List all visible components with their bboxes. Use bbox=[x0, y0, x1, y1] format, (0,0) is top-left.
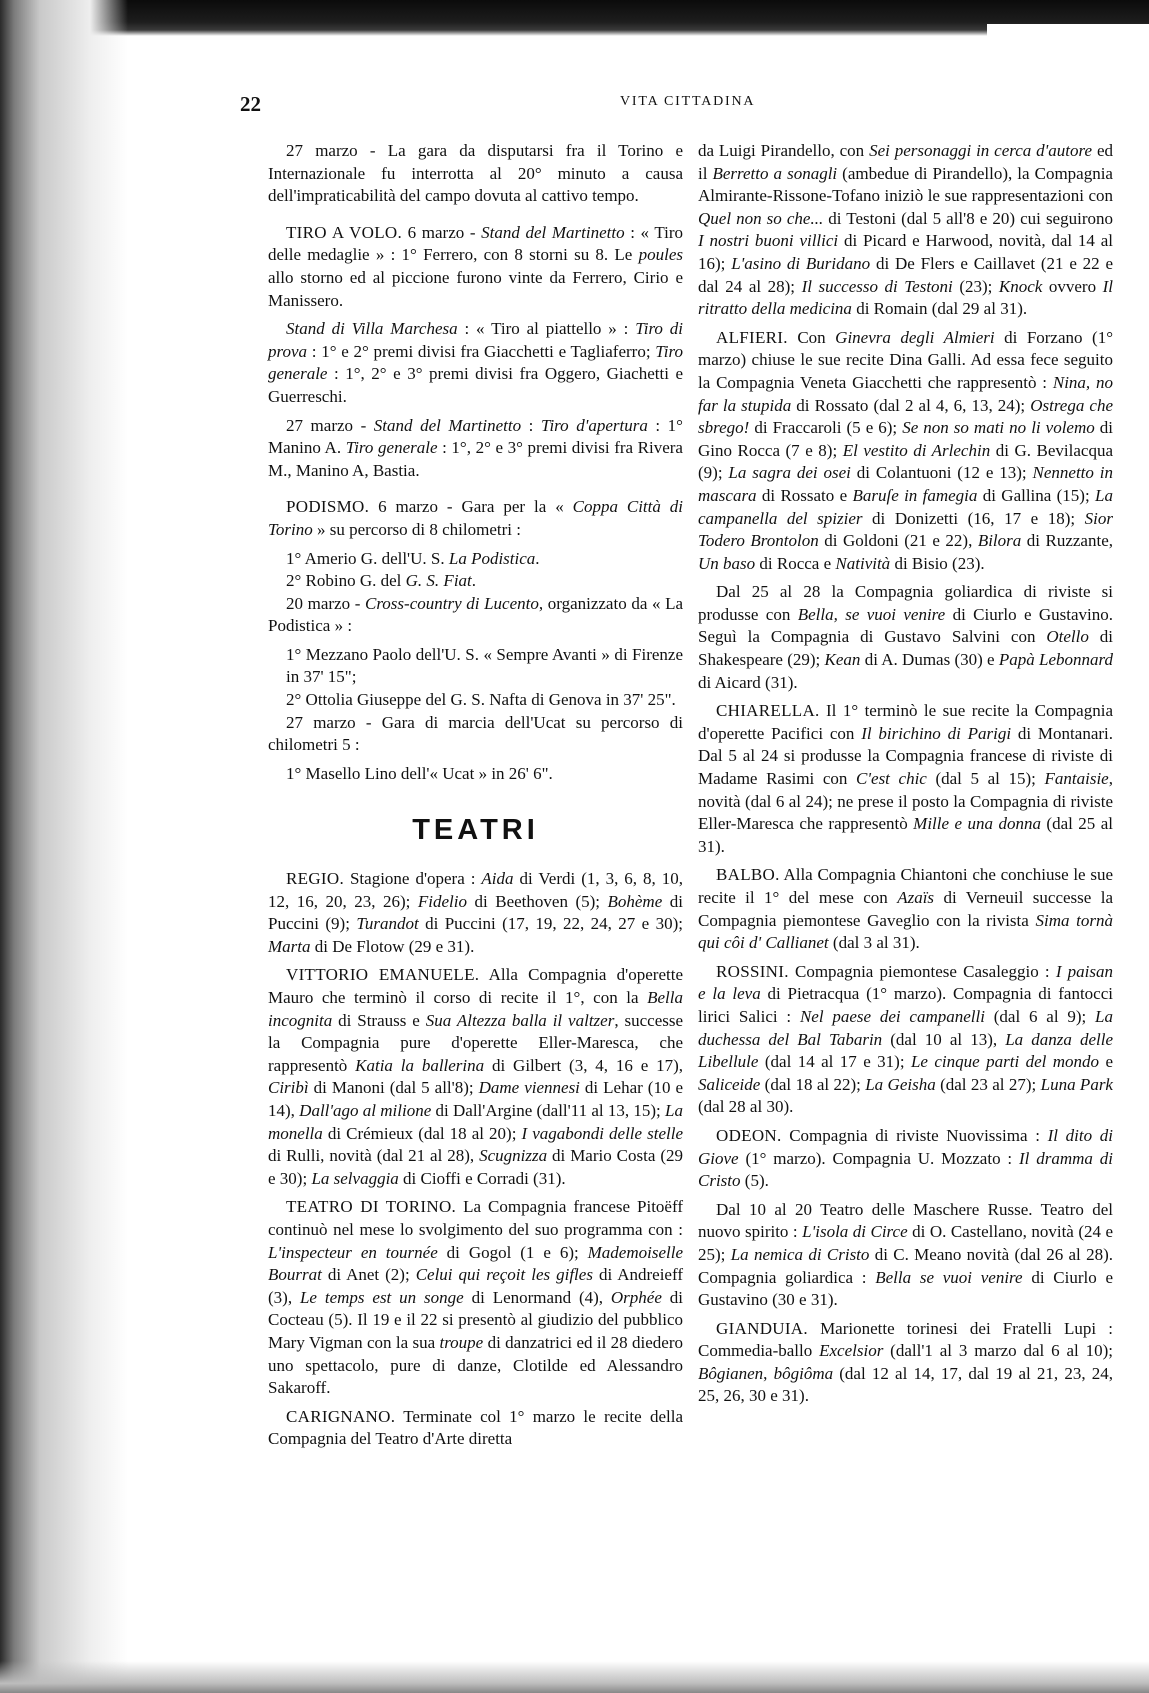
running-title: VITA CITTADINA bbox=[620, 94, 756, 109]
paragraph: 1° Masello Lino dell'« Ucat » in 26' 6". bbox=[286, 763, 553, 783]
paragraph: GIANDUIA. Marionette torinesi dei Fratelli Lupi : Commedia-ballo Excelsior (dall'1 al 3 marzo dal 6 al 10); Bôgianen, bôgiôma (dal 12 al 14, 17, dal 19 al 21, 23, 24, 25, 26, 30 e 31). bbox=[698, 1318, 1113, 1406]
paragraph: ROSSINI. Compagnia piemontese Casaleggio : I paisan e la leva di Pietracqua (1° marzo). Compagnia di fantocci lirici Salici : Nel paese dei campanelli (dal 6 al 9); La duchessa del Bal Tabarin (dal 10 al 13), La danza delle Libellule (dal 14 al 17 e 31); Le cinque parti del mondo e Saliceide (dal 18 al 22); La Geisha (dal 23 al 27); Luna Park (dal 28 al 30). bbox=[698, 961, 1114, 1117]
paragraph: 27 marzo - La gara da disputarsi fra il Torino e Internazionale fu interrotta al 20° minuto a causa dell'impraticabilità del campo dovuta al cattivo tempo. bbox=[268, 141, 683, 206]
paragraph: Stand di Villa Marchesa : « Tiro al piattello » : Tiro di prova : 1° e 2° premi divisi fra Giacchetti e Tagliaferro; Tiro generale : 1°, 2° e 3° premi divisi fra Oggero, Giachetti e Guerreschi. bbox=[268, 319, 683, 406]
page-number: 22 bbox=[240, 92, 261, 116]
paragraph: ODEON. Compagnia di riviste Nuovissima : Il dito di Giove (1° marzo). Compagnia U. Mozzato : Il dramma di Cristo (5). bbox=[698, 1125, 1113, 1191]
paragraph: 27 marzo - Stand del Martinetto : Tiro d'apertura : 1° Manino A. Tiro generale : 1°, 2° e 3° premi divisi fra Rivera M., Manino A, Bastia. bbox=[268, 415, 683, 480]
scan-border-left bbox=[0, 0, 128, 1693]
paragraph: CHIARELLA. Il 1° terminò le sue recite la Compagnia d'operette Pacifici con Il birichino di Parigi di Montanari. Dal 5 al 24 si produsse la Compagnia francese di riviste di Madame Rasimi con C'est chic (dal 5 al 15); Fantaisie, novità (dal 6 al 24); ne prese il posto la Compagnia di riviste Eller-Maresca che rappresentò Mille e una donna (dal 25 al 31). bbox=[698, 701, 1114, 856]
scan-border-bottom bbox=[0, 1661, 1149, 1693]
paragraph: TIRO A VOLO. 6 marzo - Stand del Martinetto : « Tiro delle medaglie » : 1° Ferrero, con 8 storni su 8. Le poules allo storno ed al piccione furono vinte da Ferrero, Cirio e Manissero. bbox=[268, 222, 683, 310]
paragraph: 1° Amerio G. dell'U. S. La Podistica. bbox=[286, 548, 540, 568]
paragraph: 27 marzo - Gara di marcia dell'Ucat su percorso di chilometri 5 : bbox=[268, 712, 683, 755]
paragraph: 2° Ottolia Giuseppe del G. S. Nafta di Genova in 37' 25". bbox=[286, 690, 676, 710]
paragraph: BALBO. Alla Compagnia Chiantoni che conchiuse le sue recite il 1° del mese con Azaïs di Verneuil successe la Compagnia piemontese Gaveglio con la rivista Sima tornà qui côi d' Callianet (dal 3 al 31). bbox=[698, 865, 1113, 953]
paragraph: VITTORIO EMANUELE. Alla Compagnia d'operette Mauro che terminò il corso di recite il 1°, con la Bella incognita di Strauss e Sua Altezza balla il valtzer, successe la Compagnia pure d'operette Eller-Maresca, che rappresentò Katia la ballerina di Gilbert (3, 4, 16 e 17), Ciribì di Manoni (dal 5 all'8); Dame viennesi di Lehar (10 e 14), Dall'ago al milione di Dall'Argine (dall'11 al 13, 15); La monella di Crémieux (dal 18 al 20); I vagabondi delle stelle di Rulli, novità (dal 21 al 28), Scugnizza di Mario Costa (29 e 30); La selvaggia di Cioffi e Corradi (31). bbox=[268, 965, 684, 1188]
paragraph: da Luigi Pirandello, con Sei personaggi in cerca d'autore ed il Berretto a sonagli (ambedue di Pirandello), la Compagnia Almirante-Rissone-Tofano iniziò le sue rappresentazioni con Quel non so che... di Testoni (dal 5 all'8 e 20) cui seguirono I nostri buoni villici di Picard e Harwood, novità, dal 14 al 16); L'asino di Buridano di De Flers e Caillavet (21 e 22 e dal 24 al 28); Il successo di Testoni (23); Knock ovvero Il ritratto della medicina di Romain (dal 29 al 31). bbox=[698, 141, 1114, 319]
paragraph: ALFIERI. Con Ginevra degli Almieri di Forzano (1° marzo) chiuse le sue recite Dina Galli. Ad essa fece seguito la Compagnia Veneta Giacchetti che rappresentò : Nina, no far la stupida di Rossato (dal 2 al 4, 6, 13, 24); Ostrega che sbrego! di Fraccaroli (5 e 6); Se non so mati no li volemo di Gino Rocca (7 e 8); El vestito di Arlechin di G. Bevilacqua (9); La sagra dei osei di Colantuoni (12 e 13); Nennetto in mascara di Rossato e Baruſe in famegia di Gallina (15); La campanella del spizier di Donizetti (16, 17 e 18); Sior Todero Brontolon di Goldoni (21 e 22), Bilora di Ruzzante, Un baso di Rocca e Natività di Bisio (23). bbox=[698, 327, 1114, 573]
right-column bbox=[698, 140, 1113, 1414]
paragraph: 1° Mezzano Paolo dell'U. S. « Sempre Avanti » di Firenze in 37' 15"; bbox=[286, 644, 683, 687]
paragraph: Dal 25 al 28 la Compagnia goliardica di riviste si produsse con Bella, se vuoi venire di Ciurlo e Gustavino. Seguì la Compagnia di Gustavo Salvini con Otello di Shakespeare (29); Kean di A. Dumas (30) e Papà Lebonnard di Aicard (31). bbox=[698, 582, 1114, 692]
paragraph: Dal 10 al 20 Teatro delle Maschere Russe. Teatro del nuovo spirito : L'isola di Circe di O. Castellano, novità (24 e 25); La nemica di Cristo di C. Meano novità (dal 26 al 28). Compagnia goliardica : Bella se vuoi venire di Ciurlo e Gustavino (30 e 31). bbox=[698, 1199, 1114, 1310]
paragraph: TEATRO DI TORINO. La Compagnia francese Pitoëff continuò nel mese lo svolgimento del suo programma con : L'inspecteur en tournée di Gogol (1 e 6); Mademoiselle Bourrat di Anet (2); Celui qui reçoit les gifles di Andreieff (3), Le temps est un songe di Lenormand (4), Orphée di Cocteau (5). Il 19 e il 22 si presentò al giudizio del pubblico Mary Vigman con la sua troupe di danzatrici ed il 28 diedero uno spettacolo, pure di danze, Clotilde ed Alessandro Sakaroff. bbox=[268, 1197, 683, 1398]
paragraph: REGIO. Stagione d'opera : Aida di Verdi (1, 3, 6, 8, 10, 12, 16, 20, 23, 26); Fidelio di Beethoven (5); Bohème di Puccini (9); Turandot di Puccini (17, 19, 22, 24, 27 e 30); Marta di De Flotow (29 e 31). bbox=[268, 869, 683, 956]
paragraph: 2° Robino G. del G. S. Fiat. bbox=[286, 571, 477, 591]
scan-border-notch bbox=[987, 24, 1149, 38]
paragraph: PODISMO. 6 marzo - Gara per la « Coppa Città di Torino » su percorso di 8 chilometri : bbox=[268, 497, 684, 539]
page-header bbox=[240, 92, 1120, 116]
section-title: TEATRI bbox=[412, 814, 539, 847]
scan-border-top bbox=[0, 0, 1149, 36]
paragraph: CARIGNANO. Terminate col 1° marzo le recite della Compagnia del Teatro d'Arte diretta bbox=[268, 1406, 683, 1449]
left-column bbox=[268, 140, 683, 1457]
paragraph: 20 marzo - Cross-country di Lucento, organizzato da « La Podistica » : bbox=[268, 593, 684, 636]
